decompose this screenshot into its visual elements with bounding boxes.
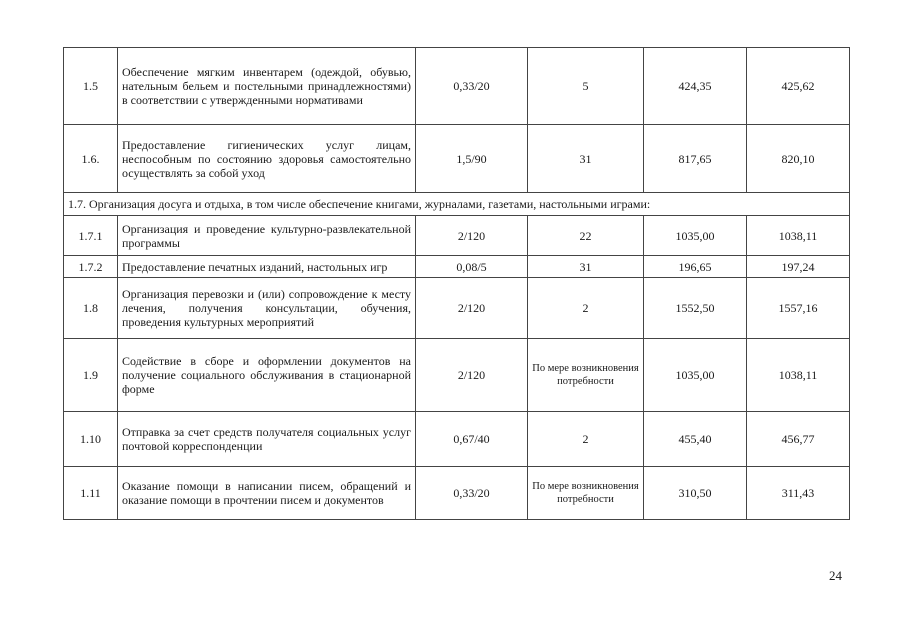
service-price-2: 197,24 <box>747 256 850 278</box>
service-price-2: 425,62 <box>747 48 850 125</box>
table-row <box>64 467 850 520</box>
services-table-body <box>64 48 850 520</box>
table-row <box>64 125 850 193</box>
service-price-2: 311,43 <box>747 467 850 520</box>
service-price-1: 1035,00 <box>644 339 747 412</box>
service-description: Предоставление печатных изданий, настольных игр <box>118 256 416 278</box>
service-description: Организация и проведение культурно-развлекательной программы <box>118 216 416 256</box>
section-title: 1.7. Организация досуга и отдыха, в том числе обеспечение книгами, журналами, газетами, настольными играми: <box>64 193 850 216</box>
service-time-norm: 2/120 <box>416 278 528 339</box>
service-price-1: 424,35 <box>644 48 747 125</box>
service-price-1: 817,65 <box>644 125 747 193</box>
service-frequency: 31 <box>528 256 644 278</box>
service-time-norm: 0,33/20 <box>416 48 528 125</box>
service-frequency: 31 <box>528 125 644 193</box>
table-row <box>64 278 850 339</box>
service-time-norm: 2/120 <box>416 216 528 256</box>
service-time-norm: 0,67/40 <box>416 412 528 467</box>
service-number: 1.7.2 <box>64 256 118 278</box>
service-number: 1.8 <box>64 278 118 339</box>
service-number: 1.10 <box>64 412 118 467</box>
service-description: Организация перевозки и (или) сопровождение к месту лечения, получения консультации, обучения, проведения культурных мероприятий <box>118 278 416 339</box>
service-price-1: 455,40 <box>644 412 747 467</box>
service-price-2: 1557,16 <box>747 278 850 339</box>
service-description: Содействие в сборе и оформлении документов на получение социального обслуживания в стационарной форме <box>118 339 416 412</box>
service-frequency: 22 <box>528 216 644 256</box>
section-header-row <box>64 193 850 216</box>
service-description: Отправка за счет средств получателя социальных услуг почтовой корреспонденции <box>118 412 416 467</box>
service-price-1: 196,65 <box>644 256 747 278</box>
service-time-norm: 0,08/5 <box>416 256 528 278</box>
table-row <box>64 256 850 278</box>
service-number: 1.11 <box>64 467 118 520</box>
service-price-1: 1552,50 <box>644 278 747 339</box>
service-description: Обеспечение мягким инвентарем (одеждой, обувью, нательным бельем и постельными принадлежностями) в соответствии с утвержденными нормативами <box>118 48 416 125</box>
service-frequency <box>528 467 644 520</box>
table-row <box>64 339 850 412</box>
service-frequency: 2 <box>528 412 644 467</box>
service-price-1: 1035,00 <box>644 216 747 256</box>
service-number: 1.9 <box>64 339 118 412</box>
service-number: 1.5 <box>64 48 118 125</box>
service-number: 1.6. <box>64 125 118 193</box>
service-time-norm: 1,5/90 <box>416 125 528 193</box>
service-time-norm: 0,33/20 <box>416 467 528 520</box>
table-row <box>64 48 850 125</box>
service-price-1: 310,50 <box>644 467 747 520</box>
service-frequency-text: По мере возникновения потребности <box>532 481 639 505</box>
page-number: 24 <box>829 568 842 583</box>
service-frequency: 5 <box>528 48 644 125</box>
service-frequency: 2 <box>528 278 644 339</box>
service-price-2: 1038,11 <box>747 339 850 412</box>
service-frequency-text: По мере возникновения потребности <box>532 363 639 387</box>
service-price-2: 456,77 <box>747 412 850 467</box>
table-row <box>64 216 850 256</box>
services-table <box>63 47 850 520</box>
service-description: Предоставление гигиенических услуг лицам, неспособным по состоянию здоровья самостоятельно осуществлять за собой уход <box>118 125 416 193</box>
service-price-2: 820,10 <box>747 125 850 193</box>
service-number: 1.7.1 <box>64 216 118 256</box>
service-frequency <box>528 339 644 412</box>
service-description: Оказание помощи в написании писем, обращений и оказание помощи в прочтении писем и документов <box>118 467 416 520</box>
service-price-2: 1038,11 <box>747 216 850 256</box>
table-row <box>64 412 850 467</box>
service-time-norm: 2/120 <box>416 339 528 412</box>
